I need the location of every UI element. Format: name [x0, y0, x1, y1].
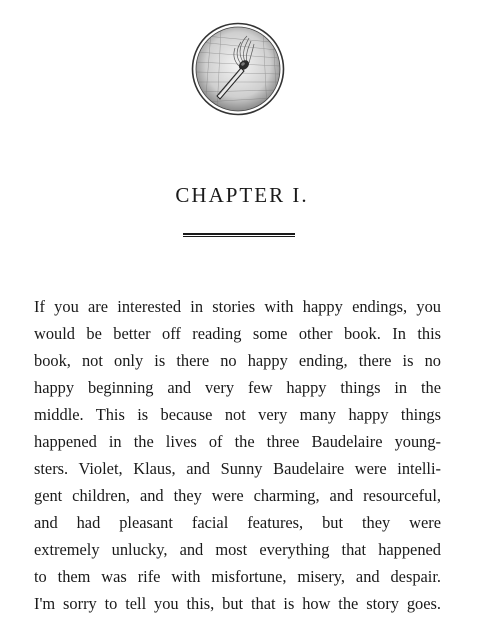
text-line: to them was rife with misfortune, misery, and despair. — [34, 567, 441, 586]
text-line: happened in the lives of the three Baudelaire young- — [34, 432, 441, 451]
title-divider — [183, 233, 295, 237]
text-line: and had pleasant facial features, but they were — [34, 513, 441, 532]
text-line: middle. This is because not very many happy things — [34, 405, 441, 424]
text-line: sters. Violet, Klaus, and Sunny Baudelaire were intelli- — [34, 459, 441, 478]
text-line: extremely unlucky, and most everything that happened — [34, 540, 441, 559]
text-line: happy beginning and very few happy things in the — [34, 378, 441, 397]
match-icon — [191, 22, 285, 116]
text-line: would be better off reading some other book. In this — [34, 324, 441, 343]
chapter-title: CHAPTER I. — [175, 183, 309, 207]
body-paragraph — [34, 293, 441, 617]
text-line: If you are interested in stories with happy endings, you — [34, 297, 441, 316]
text-line: gent children, and they were charming, and resourceful, — [34, 486, 441, 505]
text-line: I'm sorry to tell you this, but that is how the story goes. — [34, 594, 441, 613]
text-line: book, not only is there no happy ending, there is no — [34, 351, 441, 370]
